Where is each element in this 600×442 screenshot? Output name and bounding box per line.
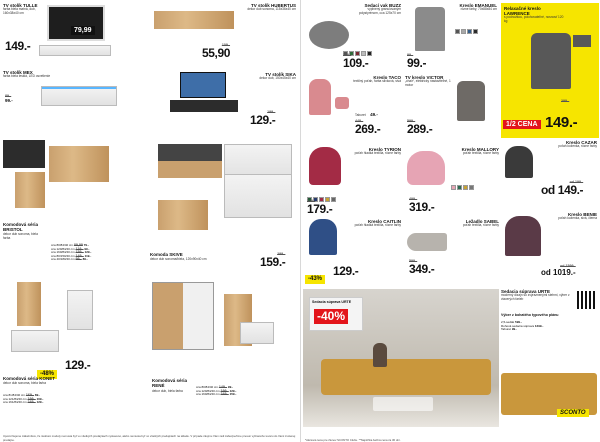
price-lawrence-old: 299.-: [561, 99, 570, 103]
product-title: TV stolík SIKA: [265, 72, 296, 77]
product-title: Kreslo TYRION: [368, 147, 401, 152]
product-skive[interactable]: [150, 140, 298, 280]
armchair-image: [505, 216, 541, 256]
lounger-image: [407, 233, 447, 251]
plan-note: Výber z bohatého typového plánu: [501, 313, 559, 317]
price-mex: 89.- 99.-: [5, 94, 13, 103]
color-swatches: [455, 21, 495, 39]
product-title: TV stolík HUBERTUS: [250, 3, 296, 8]
price-emanuel: 99.- 99.-: [407, 53, 427, 70]
product-title: Kreslo CAZAR: [565, 140, 597, 145]
armchair-image: [309, 79, 331, 115]
product-desc: „chair“, elektricky nastaviteľné, 1 motor: [405, 79, 451, 87]
product-desc: dekor dub, biela farba: [152, 389, 183, 393]
price-konet: 129.-: [65, 358, 91, 372]
price-tyrion: 249.- 179.-: [307, 199, 333, 216]
product-title: Komodová séria KONET: [3, 376, 56, 381]
dresser-image: [224, 144, 292, 178]
table-image: [373, 397, 433, 411]
product-desc: dekor dub sonoma, biela farba: [3, 232, 38, 240]
price-taco: 449.- 269.-: [355, 119, 381, 136]
armchair-image: [309, 219, 337, 255]
tv-stand-image: [170, 100, 238, 112]
right-page: [300, 0, 600, 442]
price-mallory: 499.- 319.-: [409, 197, 435, 214]
product-desc: dekor dub sonoma, biela farba: [3, 381, 47, 385]
product-title: Relaxačné kreslo LAWRENCE: [504, 6, 541, 16]
product-urte-info[interactable]: [501, 289, 599, 427]
product-mex[interactable]: [3, 70, 148, 132]
dresser-image: [158, 144, 222, 178]
list-item: cca 161/84/40 cm 249.- 129.-: [3, 400, 44, 405]
recliner-thumb-image: [573, 35, 591, 47]
list-item: cca 81/84/40 cm 169.- 89.-: [3, 393, 41, 397]
size-price-list: [51, 244, 143, 262]
product-cazar[interactable]: [501, 140, 599, 210]
product-desc: poťah hladká textília, rôzne farby: [354, 223, 401, 227]
product-tulle[interactable]: [3, 3, 148, 68]
dresser-image: [240, 322, 274, 344]
price-tulle: 149.-: [5, 39, 31, 53]
size-price-list: [3, 394, 93, 405]
price-cazar: od 199.- od 149.-: [541, 180, 584, 197]
list-item: cca 120/84/40 cm 199.- 129.-: [196, 388, 237, 393]
wardrobe-image: [152, 282, 214, 350]
product-victor[interactable]: [403, 75, 499, 145]
list-item: cca 160/84/40 cm 159.- 129.-: [51, 250, 92, 255]
dresser-image: [158, 200, 208, 230]
half-price-badge: 1/2 CENA: [503, 113, 541, 131]
product-sika[interactable]: [150, 70, 298, 132]
product-mallory[interactable]: [403, 147, 499, 217]
list-item: Rohová sedacia súprava 1299.-: [501, 323, 544, 328]
price-hubertus: 109.- 55,90: [202, 43, 231, 60]
product-title: TV kreslo VICTOR: [405, 75, 444, 80]
price-victor: 599.- 289.-: [407, 119, 433, 136]
tv-chair-image: [457, 81, 485, 121]
dresser-image: [224, 174, 292, 218]
ottoman-image: [335, 97, 349, 109]
list-item: cca 121/84/40 cm 199.- 109.-: [3, 396, 44, 401]
discount-badge-caitlin: -43%: [305, 267, 325, 285]
list-item: cca 80/84/40 cm 89,99 79.-: [51, 243, 89, 247]
list-item: cca 80/150/40 cm 149.- 119.-: [51, 253, 92, 258]
product-title: TV stolík MEX: [3, 70, 33, 75]
tv-stand-image: [39, 45, 111, 56]
list-item: Taburet 99.-: [501, 327, 518, 332]
product-title: Komodová séria RENÉ: [152, 378, 188, 388]
list-item: 2,5-sedák 599.-: [501, 320, 522, 324]
armchair-image: [309, 147, 341, 185]
product-desc: dekor dub sonoma, 115x36x40 cm: [247, 7, 296, 11]
tv-stand-image: [41, 86, 117, 106]
list-item: cca 80/84/40 cm 149.- 99.-: [196, 385, 234, 389]
product-hubertus[interactable]: [150, 3, 298, 68]
product-sabel[interactable]: [403, 219, 499, 287]
color-swatches: [451, 177, 495, 195]
product-desc: vyplnený granulovaným polystyrénom, cca 125x70 cm: [358, 7, 401, 15]
product-desc: poťah textília, rôzne farby: [462, 223, 499, 227]
price-buzz: 159.- 109.-: [343, 53, 369, 70]
armchair-image: [407, 151, 445, 185]
armchair-image: [505, 146, 533, 178]
product-caitlin[interactable]: [303, 219, 401, 287]
qr-code-icon: [577, 291, 595, 309]
color-swatches: [343, 43, 387, 50]
discount-badge-konet: -48%: [37, 362, 57, 380]
product-desc: farba biela matná, dub, 160x38x40 cm: [3, 7, 36, 15]
price-skive: 299.- 159.-: [260, 252, 286, 269]
product-desc: poťah textília, rôzne farby: [462, 151, 499, 155]
product-title: Sedací vak BUZZ: [364, 3, 401, 8]
tv-image: [180, 72, 226, 98]
product-title: Ležadlo SABEL: [465, 219, 499, 224]
product-title: TV stolík TULLE: [3, 3, 38, 8]
sofa-image: [321, 359, 491, 395]
price-badge-tulle: 79,99: [71, 19, 95, 37]
product-rene[interactable]: [150, 282, 298, 422]
price-benie: od 1599.- od 1019.-: [541, 264, 576, 277]
product-desc: dekor dub, 150x45x40 cm: [259, 76, 296, 80]
dresser-image: [11, 330, 59, 352]
product-benie[interactable]: [501, 212, 599, 287]
footer-note: *Akciová cena pre členov SCONTO Clubu. **Najnižšia bežná cena za 30 dní.: [305, 437, 401, 442]
promo-box: Sedacia súprava URTE -40%: [309, 297, 363, 331]
list-item: cca 160/84/40 cm 249.- 159.-: [196, 392, 237, 397]
price-sika: 199.- 129.-: [250, 110, 276, 127]
dresser-image: [49, 146, 109, 182]
product-desc: poťah hladká textília, rôzne farby: [354, 151, 401, 155]
product-desc: poťah koženka, sivá, čierna: [558, 216, 597, 220]
size-price-list: [196, 386, 296, 397]
urte-price-list: [501, 321, 597, 332]
list-item: cca 120/84/40 cm 119.- 99.-: [51, 246, 90, 251]
product-bristol[interactable]: [3, 140, 145, 280]
product-title: Kreslo BENIE: [567, 212, 597, 217]
price-sabel: 599.- 349.-: [409, 259, 435, 276]
product-emanuel[interactable]: [403, 3, 499, 73]
sconto-logo: SCONTO: [557, 409, 589, 417]
product-desc: moderný dizajn so zvýraznenými stehmi, výber z viacerých farieb: [501, 293, 570, 301]
list-item: cca 40/180/40 cm 99.- 89.-: [51, 257, 88, 262]
product-lawrence[interactable]: [501, 3, 599, 138]
dresser-image: [15, 172, 45, 208]
tv-stand-image: [154, 11, 234, 29]
product-konet[interactable]: [3, 282, 145, 422]
product-title: Komodová séria BRISTOL: [3, 222, 39, 232]
person-image: [373, 343, 387, 367]
product-tyrion[interactable]: [303, 147, 401, 217]
price-caitlin: 129.-: [333, 264, 359, 278]
product-title: Sedacia súprava URTE: [501, 289, 551, 294]
product-title: Komoda SKIVE: [150, 252, 183, 257]
footer-note: Upozorňujeme zákazníkov, že niektoré modely nemusia byť vo všetkých predajniach vystavené, alebo nemusia byť vo všetkých predajniach na sklade. V prípade záujmu Vám radi zabezpečíme presun vybraného tovaru do Vami zvolenej predajne.: [3, 434, 296, 442]
product-desc: s podnožkou, polohovateľné, nosnosť 120 kg: [504, 15, 564, 23]
product-desc: dekor dub sonoma/biela, 120x90x40 cm: [150, 257, 207, 261]
dresser-image: [17, 282, 41, 326]
product-desc: farba biela lesklá, LED osvetlenie: [3, 74, 51, 78]
product-desc: rôzne farby, 70x88x84 cm: [460, 7, 497, 11]
product-desc: textilný poťah, farba slivková, sivá: [353, 79, 401, 83]
recliner-image: [531, 33, 571, 89]
price-lawrence: 149.-: [545, 114, 578, 131]
product-urte-hero[interactable]: [303, 289, 499, 427]
dresser-image: [67, 290, 93, 330]
product-title: Kreslo TACO: [373, 75, 401, 80]
product-taco[interactable]: [303, 75, 401, 145]
dresser-image: [3, 140, 45, 168]
product-title: Kreslo EMANUEL: [459, 3, 497, 8]
product-title: Kreslo CAITLIN: [367, 219, 401, 224]
product-title: Kreslo MALLORY: [461, 147, 499, 152]
product-buzz[interactable]: [303, 3, 401, 73]
product-desc: poťah koženka, rôzne farby: [558, 144, 597, 148]
armchair-image: [415, 7, 445, 51]
taburet-price: Taburet 49.-: [355, 112, 378, 117]
